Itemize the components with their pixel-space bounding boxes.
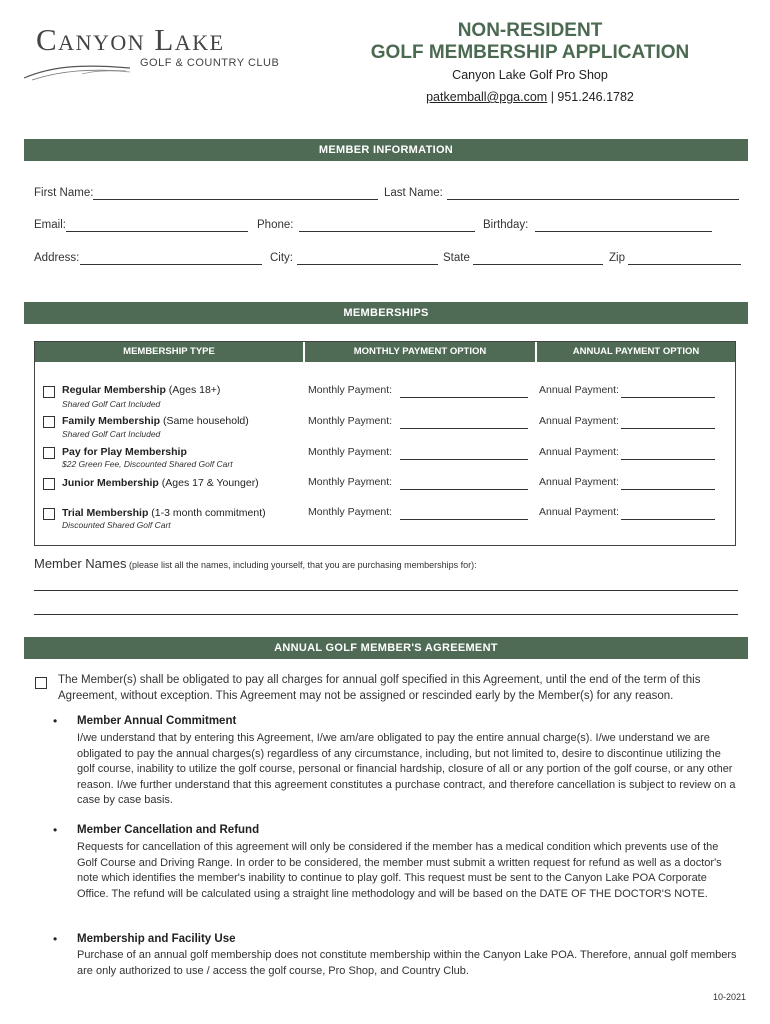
pro-shop-name: Canyon Lake Golf Pro Shop: [452, 68, 608, 82]
member-names-label: Member Names (please list all the names, including yourself, that you are purchasing memberships for):: [34, 556, 477, 571]
birthday-field[interactable]: [535, 231, 712, 232]
monthly-payment-label: Monthly Payment:: [308, 446, 393, 458]
city-field[interactable]: [297, 264, 438, 265]
annual-payment-label: Annual Payment:: [539, 506, 619, 518]
monthly-payment-field[interactable]: [400, 428, 528, 429]
membership-type-label: Pay for Play Membership: [62, 446, 187, 458]
agreement-heading: ANNUAL GOLF MEMBER'S AGREEMENT: [24, 637, 748, 659]
last-name-field[interactable]: [447, 199, 739, 200]
monthly-payment-label: Monthly Payment:: [308, 506, 393, 518]
address-field[interactable]: [80, 264, 262, 265]
monthly-payment-label: Monthly Payment:: [308, 415, 393, 427]
commitment-title: Member Annual Commitment: [77, 715, 237, 727]
logo-subtitle: GOLF & COUNTRY CLUB: [140, 57, 280, 69]
club-logo: [22, 22, 312, 84]
member-names-line-1[interactable]: [34, 590, 738, 591]
annual-payment-label: Annual Payment:: [539, 476, 619, 488]
last-name-label: Last Name:: [384, 187, 443, 199]
monthly-payment-field[interactable]: [400, 489, 528, 490]
bullet-icon: •: [53, 932, 58, 946]
regular-membership-checkbox[interactable]: [43, 386, 55, 398]
membership-note: $22 Green Fee, Discounted Shared Golf Cart: [62, 459, 233, 469]
membership-table: [34, 341, 736, 546]
form-title-line1: NON-RESIDENT: [457, 20, 603, 41]
phone-label: Phone:: [257, 219, 294, 231]
cancellation-title: Member Cancellation and Refund: [77, 824, 260, 836]
address-label: Address:: [34, 252, 80, 264]
annual-payment-field[interactable]: [621, 459, 715, 460]
monthly-payment-field[interactable]: [400, 397, 528, 398]
monthly-payment-field[interactable]: [400, 459, 528, 460]
annual-payment-label: Annual Payment:: [539, 446, 619, 458]
bullet-icon: •: [53, 823, 58, 837]
contact-phone: | 951.246.1782: [550, 90, 634, 104]
family-membership-checkbox[interactable]: [43, 416, 55, 428]
facility-use-body: Purchase of an annual golf membership does not constitute membership within the Canyon Lake POA. Therefore, annual golf members are only authorized to use / access the golf course, Pro Shop, and Country Club.: [77, 949, 737, 977]
contact-line: [320, 90, 740, 104]
member-names-line-2[interactable]: [34, 614, 738, 615]
membership-note: Shared Golf Cart Included: [62, 399, 161, 409]
membership-note: Discounted Shared Golf Cart: [62, 520, 171, 530]
agreement-intro: The Member(s) shall be obligated to pay all charges for annual golf specified in this Agreement, until the end of the term of this Agreement, without exception. This Agreement may not be assigned or rescinded early by the Member(s) for any reason.: [58, 674, 701, 702]
email-field[interactable]: [66, 231, 248, 232]
first-name-label: First Name:: [34, 187, 94, 199]
city-label: City:: [270, 252, 293, 264]
state-label: State: [443, 252, 470, 264]
logo-title: Canyon Lake: [36, 22, 225, 57]
annual-payment-field[interactable]: [621, 397, 715, 398]
form-title-line2: GOLF MEMBERSHIP APPLICATION: [370, 42, 690, 63]
email-label: Email:: [34, 219, 66, 231]
membership-note: Shared Golf Cart Included: [62, 429, 161, 439]
monthly-payment-field[interactable]: [400, 519, 528, 520]
birthday-label: Birthday:: [483, 219, 529, 231]
first-name-field[interactable]: [93, 199, 378, 200]
email-link[interactable]: patkemball@pga.com: [426, 90, 548, 104]
zip-field[interactable]: [628, 264, 741, 265]
commitment-body: I/we understand that by entering this Agreement, I/we am/are obligated to pay the entire annual charge(s). I/we understand we are obligated to pay the annual charges(s) regardless of any circumstance, including, but not limited to, desire to discontinue utilizing the golf course, inability to utilize the golf course, personal or financial hardship, closure of all or any portion of the golf course, or any other reason. I/we further understand that this agreement constitutes a purchase contract, and therefore cancellation is subject to review on a case by case basis.: [77, 732, 736, 806]
trial-membership-checkbox[interactable]: [43, 508, 55, 520]
annual-payment-label: Annual Payment:: [539, 415, 619, 427]
col-monthly-option: MONTHLY PAYMENT OPTION: [305, 342, 535, 362]
col-annual-option: ANNUAL PAYMENT OPTION: [537, 342, 735, 362]
membership-type-label: Trial Membership (1-3 month commitment): [62, 507, 266, 519]
monthly-payment-label: Monthly Payment:: [308, 384, 393, 396]
cancellation-body: Requests for cancellation of this agreement will only be considered if the member has a medical condition which prevents use of the Golf Course and Driving Range. In order to be considered, the member must submit a written request for refund as well as a doctor's note which identifies the member's inability to continue to play golf. This request must be sent to the Canyon Lake POA Corporate Office. The refund will be calculated using a straight line methodology and will be based on the DATE OF THE DOCTOR'S NOTE.: [77, 841, 722, 900]
phone-field[interactable]: [299, 231, 475, 232]
col-membership-type: MEMBERSHIP TYPE: [35, 342, 303, 362]
zip-label: Zip: [609, 252, 625, 264]
annual-payment-field[interactable]: [621, 489, 715, 490]
annual-payment-field[interactable]: [621, 428, 715, 429]
junior-membership-checkbox[interactable]: [43, 478, 55, 490]
state-field[interactable]: [473, 264, 603, 265]
annual-payment-label: Annual Payment:: [539, 384, 619, 396]
revision-date: 10-2021: [712, 992, 746, 1002]
membership-type-label: Junior Membership (Ages 17 & Younger): [62, 477, 259, 489]
member-info-heading: MEMBER INFORMATION: [24, 139, 748, 161]
agreement-checkbox[interactable]: [35, 677, 47, 689]
membership-type-label: Family Membership (Same household): [62, 415, 249, 427]
facility-use-title: Membership and Facility Use: [77, 933, 236, 945]
pay-for-play-checkbox[interactable]: [43, 447, 55, 459]
memberships-heading: MEMBERSHIPS: [24, 302, 748, 324]
annual-payment-field[interactable]: [621, 519, 715, 520]
bullet-icon: •: [53, 714, 58, 728]
membership-type-label: Regular Membership (Ages 18+): [62, 384, 221, 396]
monthly-payment-label: Monthly Payment:: [308, 476, 393, 488]
